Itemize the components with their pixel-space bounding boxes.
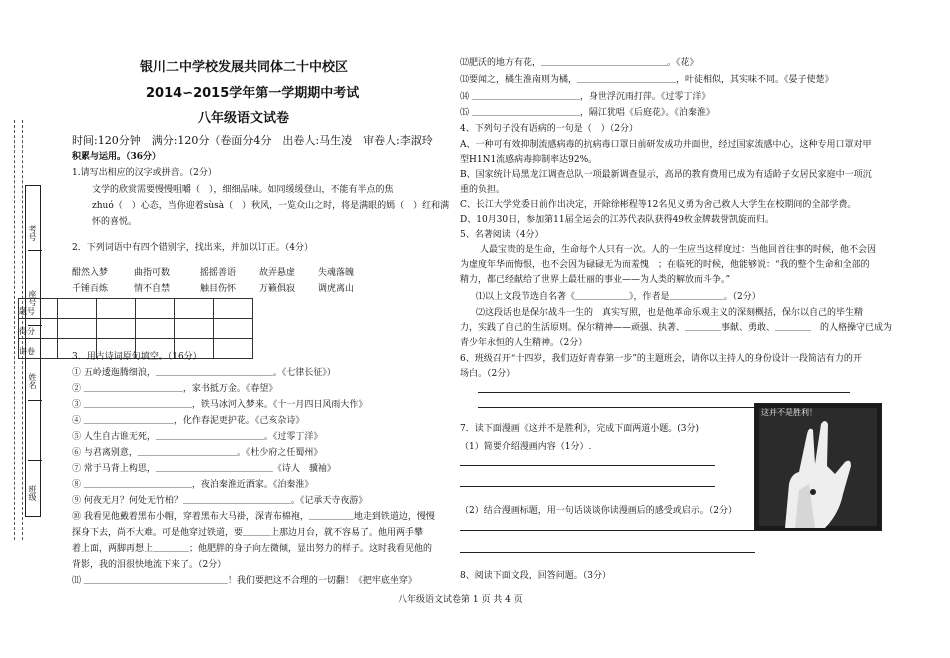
option-a-line-2: 型H1N1流感病毒抑制率达92%。 xyxy=(460,155,598,165)
option-c: C、长江大学党委日前作出决定，开除徐彬程等12名见义勇为舍己救人大学生在校期间的全部学费。 xyxy=(460,200,857,210)
answer-line[interactable] xyxy=(460,465,715,466)
score-label-cell: 得分 xyxy=(19,319,58,339)
score-table xyxy=(18,298,253,359)
q5-sub-2-line-2[interactable]: 力，实践了自己的生活原则。保尔精神——顽强、执著、＿＿＿＿事献、勇敢、＿＿＿＿ 的人格操守已成为 xyxy=(460,323,893,333)
q7-sub-2: （2）结合漫画标题，用一句话谈谈你读漫画后的感受或启示。（2分） xyxy=(460,506,737,516)
paper-title: 八年级语文试卷 xyxy=(198,111,290,126)
fill-14[interactable]: ⒁ ＿＿＿＿＿＿＿＿＿＿＿＿，身世浮沉雨打萍。《过零丁洋》 xyxy=(460,92,711,102)
question-3: 3．用古诗词原句填空。（16分） xyxy=(72,352,202,362)
question-7: 7．读下面漫画《这并不是胜利》，完成下面两道小题。(3分) xyxy=(460,424,699,434)
fill-15[interactable]: ⒂ ＿＿＿＿＿＿＿＿＿＿＿＿，隔江犹唱《后庭花》。《泊秦淮》 xyxy=(460,108,715,118)
question-6-line-2: 场白。（2分） xyxy=(460,369,516,379)
q5-passage-2: 为虚度年华而悔恨，也不会因为碌碌无为而羞愧 ；在临死的时候，他能够说：“我的整个生命和全部的 xyxy=(460,260,870,270)
kaohao-label: 考号 xyxy=(28,225,37,241)
fill-10-line-2[interactable]: 探身下去，尚不大难。可是他穿过铁道，要＿＿＿上那边月台，就不容易了。他用两手攀 xyxy=(72,528,424,538)
q5-sub-2-line-1: ⑵这段话也是保尔战斗一生的 真实写照，也是他革命乐观主义的深刻概括，保尔以自己的毕生精 xyxy=(476,308,864,318)
word-item: 曲指可数 xyxy=(134,268,171,278)
word-item: 摇摇善语 xyxy=(200,268,237,278)
term-title: 2014∽2015学年第一学期期中考试 xyxy=(146,86,360,101)
question-2: 2．下列词语中有四个错别字，找出来，并加以订正。（4分） xyxy=(72,243,313,253)
xingming-label: 姓名 xyxy=(28,373,37,389)
word-item: 调虎离山 xyxy=(318,284,355,294)
fill-10-line-1[interactable]: ⑩ 我看见他戴着黑布小帽，穿着黑布大马褂，深青布棉袍，＿＿＿＿＿地走到铁道边，慢慢 xyxy=(72,512,435,522)
fill-12[interactable]: ⑿肥沃的地方有花，＿＿＿＿＿＿＿＿＿＿＿＿＿＿。《花》 xyxy=(460,58,699,68)
word-item: 万籁俱寂 xyxy=(259,284,296,294)
word-item: 情不自禁 xyxy=(134,284,171,294)
fill-5[interactable]: ⑤ 人生自古谁无死，＿＿＿＿＿＿＿＿＿＿＿＿。《过零丁洋》 xyxy=(72,432,323,442)
question-6-line-1: 6、班级召开“十四岁，我们迈好青春第一步”的主题班会，请你以主持人的身份设计一段简洁有力的开 xyxy=(460,354,862,364)
q1-line-2: zhuó（ ）心态，当你迎着sùsà（ ）秋风，一览众山之时，将是满眼的嫣（ ）红和满 xyxy=(92,201,450,211)
cartoon-image xyxy=(754,403,882,531)
question-1: 1.请写出相应的汉字或拼音。（2分） xyxy=(72,168,217,178)
field-divider xyxy=(28,460,42,461)
q1-line-1: 文学的欣赏需要慢慢咀嚼（ ），细细品味。如同缓缓登山，不能有半点的焦 xyxy=(92,185,394,195)
answer-line[interactable] xyxy=(460,552,755,553)
fill-10-line-4: 背影，我的泪很快地流下来了。（2分） xyxy=(72,560,227,570)
score-cell[interactable] xyxy=(214,339,253,359)
cartoon-drawing xyxy=(755,404,881,530)
fill-1[interactable]: ① 五岭逶迤腾细浪，＿＿＿＿＿＿＿＿＿＿＿＿＿。《七律长征》） xyxy=(72,368,336,378)
fill-10-line-3[interactable]: 着上面，两脚再想上＿＿＿＿；他肥胖的身子向左微倾，显出努力的样子。这时我看见他的 xyxy=(72,544,433,554)
binding-dash-line xyxy=(14,120,15,540)
banji-label: 班级 xyxy=(28,485,37,501)
word-item: 触目伤怀 xyxy=(200,284,237,294)
q5-passage-3: 精力，都已经献给了世界上最壮丽的事业——为人类的解放而斗争。” xyxy=(460,275,731,285)
fill-4[interactable]: ④ ＿＿＿＿＿＿＿＿＿＿，化作春泥更护花。《己亥杂诗》 xyxy=(72,416,305,426)
cartoon-caption: 这并不是胜利！ xyxy=(761,408,817,417)
fill-2[interactable]: ② ＿＿＿＿＿＿＿＿＿＿＿，家书抵万金。《春望》 xyxy=(72,384,278,394)
option-b-line-1: B、国家统计局黑龙江调查总队一项最新调查显示，高昂的教育费用已成为有适龄子女居民家庭中一项沉 xyxy=(460,170,872,180)
fill-9[interactable]: ⑨ 何夜无月？何处无竹柏？＿＿＿＿＿＿＿＿＿＿＿＿。《记承天寺夜游》 xyxy=(72,496,368,506)
answer-line[interactable] xyxy=(460,486,715,487)
q5-sub-2-line-3: 青少年永恒的人生精神。（2分） xyxy=(460,338,588,348)
score-cell[interactable] xyxy=(136,319,175,339)
q7-sub-1: （1）简要介绍漫画内容（1分）. xyxy=(460,442,592,452)
fill-11[interactable]: ⑾ ＿＿＿＿＿＿＿＿＿＿＿＿＿＿＿＿！我们要把这不合理的一切翻！《把牢底坐穿》 xyxy=(72,576,417,586)
field-divider xyxy=(28,400,42,401)
answer-line[interactable] xyxy=(478,392,850,393)
question-4: 4、下列句子没有语病的一句是（ ）（2分） xyxy=(460,124,638,134)
score-cell[interactable] xyxy=(58,319,97,339)
score-cell[interactable] xyxy=(97,319,136,339)
option-b-line-2: 重的负担。 xyxy=(460,185,506,195)
fill-7[interactable]: ⑦ 常于马背上构思，＿＿＿＿＿＿＿＿＿＿＿＿＿《诗人 骥袖》 xyxy=(72,464,336,474)
option-d: D、10月30日，参加第11届全运会的江苏代表队获得49枚金牌载誉凯旋而归。 xyxy=(460,215,775,225)
fill-6[interactable]: ⑥ 与君离别意，＿＿＿＿＿＿＿＿＿＿＿。《杜少府之任蜀州》 xyxy=(72,448,323,458)
exam-info: 时间:120分钟 满分:120分（卷面分4分 出卷人:马生凌 审卷人:李淑玲 xyxy=(72,134,433,147)
field-divider xyxy=(28,250,42,251)
word-item: 失魂落魄 xyxy=(318,268,355,278)
fill-13[interactable]: ⒀要闻之，橘生淮南则为橘，＿＿＿＿＿＿＿＿＿＿＿，叶徒相似，其实味不同。《晏子使楚》 xyxy=(460,75,834,85)
score-label-cell: 评卷 xyxy=(19,339,58,359)
word-item: 酣然入梦 xyxy=(72,268,109,278)
score-cell[interactable] xyxy=(175,319,214,339)
q1-line-3: 怀的喜悦。 xyxy=(92,217,138,227)
fill-8[interactable]: ⑧ ＿＿＿＿＿＿＿＿＿＿＿＿，夜泊秦淮近酒家。《泊秦淮》 xyxy=(72,480,314,490)
fill-3[interactable]: ③ ＿＿＿＿＿＿＿＿＿＿＿＿，铁马冰河入梦来。《十一月四日风雨大作》 xyxy=(72,400,368,410)
section-heading: 积累与运用。（36分） xyxy=(72,152,162,162)
page-footer: 八年级语文试卷第 1 页 共 4 页 xyxy=(398,595,523,605)
q5-passage-1: 人最宝贵的是生命，生命每个人只有一次。人的一生应当这样度过：当他回首往事的时候，他不会因 xyxy=(480,245,877,255)
zuohao-label: 座号 xyxy=(28,290,37,306)
answer-line[interactable] xyxy=(460,530,755,531)
question-8: 8、阅读下面文段，回答问题。（3分） xyxy=(460,571,611,581)
score-cell[interactable] xyxy=(214,319,253,339)
word-item: 千锤百炼 xyxy=(72,284,109,294)
school-title: 银川二中学校发展共同体二十中校区 xyxy=(140,60,349,75)
q5-sub-1[interactable]: ⑴以上文段节选自名著《＿＿＿＿＿＿》，作者是＿＿＿＿＿＿。（2分） xyxy=(476,292,761,302)
question-5: 5、名著阅读（4分） xyxy=(460,230,544,240)
score-label-cell: 题号 xyxy=(19,299,58,319)
option-a-line-1: A、一种可有效抑制流感病毒的抗病毒口罩日前研发成功并面世，经过国家流感中心，这种专用口罩对甲 xyxy=(460,140,872,150)
word-item: 故弄悬虚 xyxy=(259,268,296,278)
